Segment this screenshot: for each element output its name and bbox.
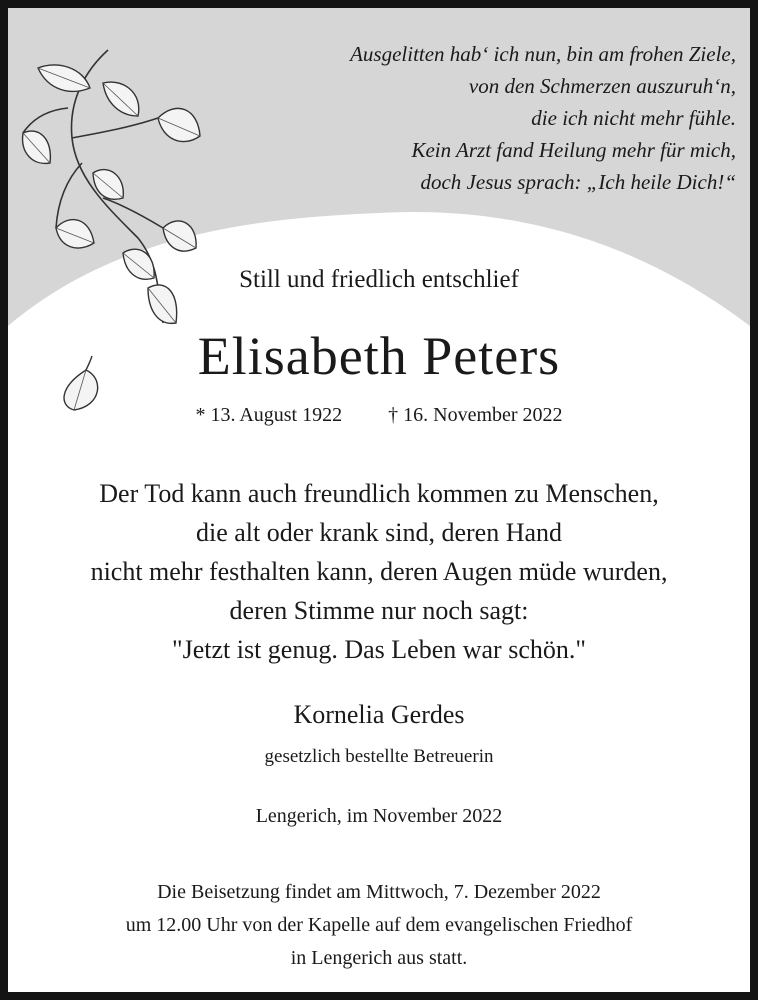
signer-name: Kornelia Gerdes	[293, 700, 465, 729]
funeral-line: in Lengerich aus statt.	[290, 947, 468, 969]
poem-line: Ausgelitten hab‘ ich nun, bin am frohen Ziele,	[350, 42, 736, 66]
place-date: Lengerich, im November 2022	[255, 805, 503, 827]
quote-line: nicht mehr festhalten kann, deren Augen müde wurden,	[90, 557, 668, 586]
funeral-line: um 12.00 Uhr von der Kapelle auf dem evangelischen Friedhof	[125, 914, 633, 936]
poem-line: von den Schmerzen auszuruh‘n,	[468, 74, 736, 98]
poem-block	[216, 38, 736, 198]
funeral-notice	[8, 876, 750, 975]
death-date: † 16. November 2022	[388, 404, 563, 426]
funeral-line: Die Beisetzung findet am Mittwoch, 7. Dezember 2022	[157, 881, 601, 903]
quote-line: Der Tod kann auch freundlich kommen zu Menschen,	[99, 479, 659, 508]
quote-line: "Jetzt ist genug. Das Leben war schön."	[171, 635, 586, 664]
intro-text: Still und friedlich entschlief	[239, 266, 519, 293]
quote-block	[8, 474, 750, 669]
birth-date: * 13. August 1922	[195, 404, 343, 426]
signer-role: gesetzlich bestellte Betreuerin	[264, 746, 494, 767]
poem-line: die ich nicht mehr fühle.	[531, 106, 736, 130]
quote-line: die alt oder krank sind, deren Hand	[195, 518, 563, 547]
poem-line: Kein Arzt fand Heilung mehr für mich,	[411, 138, 736, 162]
quote-line: deren Stimme nur noch sagt:	[229, 596, 529, 625]
deceased-name: Elisabeth Peters	[197, 326, 561, 386]
life-dates	[8, 404, 750, 427]
poem-line: doch Jesus sprach: „Ich heile Dich!“	[420, 170, 736, 194]
